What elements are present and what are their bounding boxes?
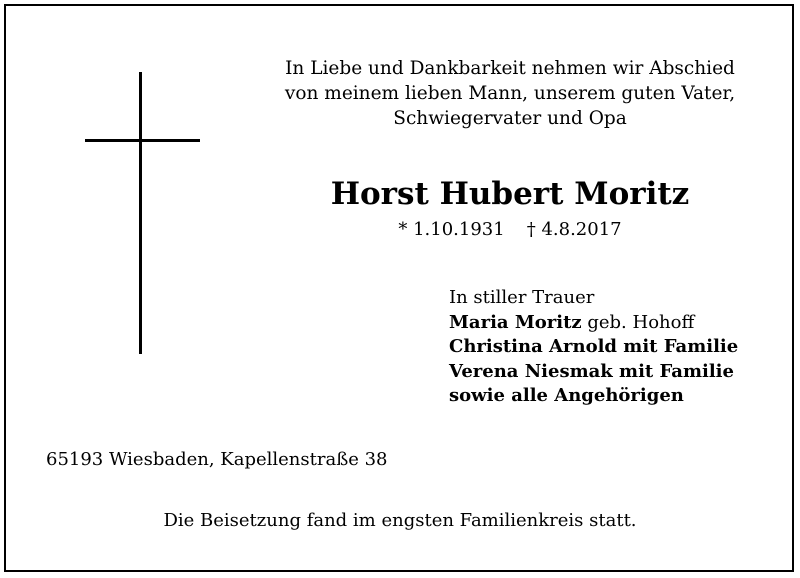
mourners-block xyxy=(449,286,738,409)
farewell-line: von meinem lieben Mann, unserem guten Vater, xyxy=(284,83,736,104)
death-date: † 4.8.2017 xyxy=(526,219,622,240)
farewell-line: In Liebe und Dankbarkeit nehmen wir Abschied xyxy=(285,58,735,79)
mourning-heading: In stiller Trauer xyxy=(449,287,595,308)
deceased-name: Horst Hubert Moritz xyxy=(330,176,690,212)
spouse-name: Maria Moritz xyxy=(449,311,582,333)
address: 65193 Wiesbaden, Kapellenstraße 38 xyxy=(46,449,388,470)
funeral-note: Die Beisetzung fand im engsten Familienkreis statt. xyxy=(163,510,637,531)
farewell-text xyxy=(245,56,775,131)
mourner-line: Verena Niesmak mit Familie xyxy=(449,360,734,382)
farewell-line: Schwiegervater und Opa xyxy=(393,108,627,129)
cross-vertical-bar xyxy=(139,72,142,354)
birth-date: * 1.10.1931 xyxy=(398,219,505,240)
mourner-spouse xyxy=(449,311,738,336)
spouse-maiden-name: geb. Hohoff xyxy=(581,311,695,333)
mourner-line: Christina Arnold mit Familie xyxy=(449,336,739,357)
cross-horizontal-bar xyxy=(85,139,200,142)
life-dates xyxy=(245,218,775,242)
mourner-line: sowie alle Angehörigen xyxy=(449,385,684,406)
